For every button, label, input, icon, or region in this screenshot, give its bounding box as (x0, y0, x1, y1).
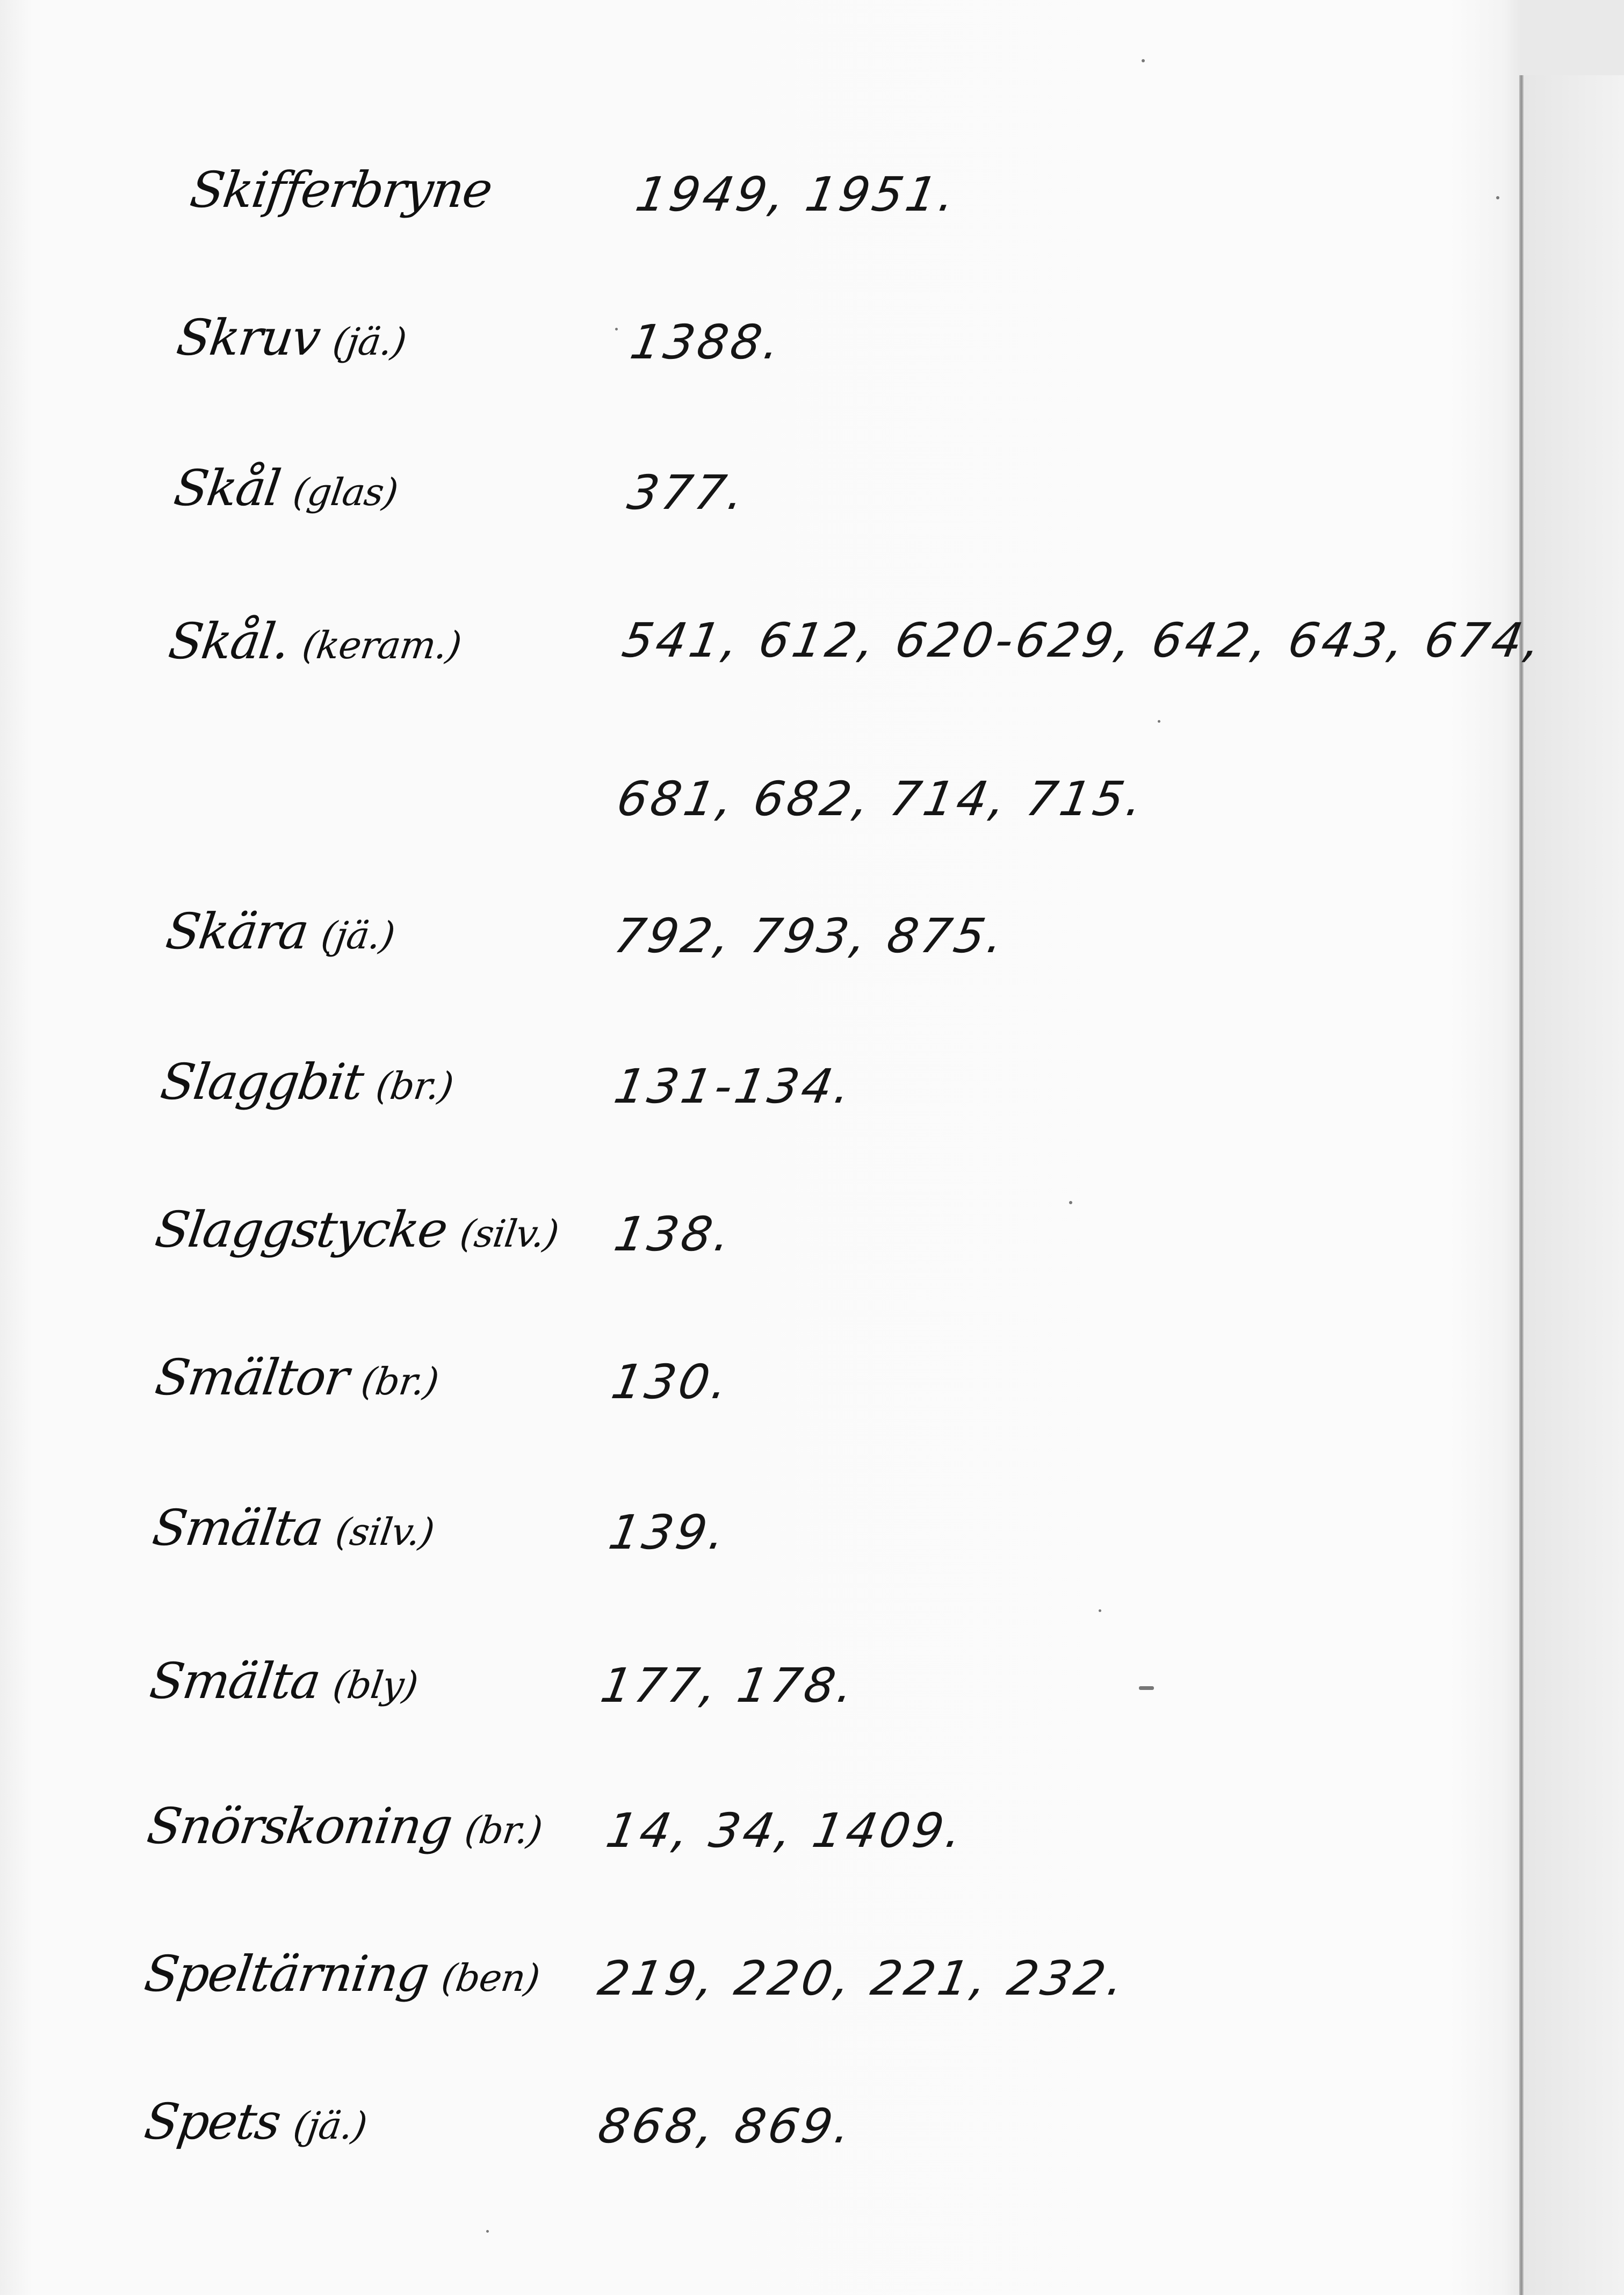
entry-references: 130. (607, 1354, 736, 1409)
entry-references: 138. (610, 1206, 739, 1262)
scan-speck (1496, 196, 1499, 199)
entry-references: 541, 612, 620-629, 642, 643, 674, (618, 613, 1549, 668)
entry-references: 219, 220, 221, 232. (594, 1951, 1131, 2006)
index-entry (0, 150, 1504, 258)
entry-term: Smältor (br.) (151, 1349, 442, 1406)
entry-term: Skål. (keram.) (165, 613, 464, 670)
entry-references: 1388. (626, 314, 788, 370)
entry-term: Skifferbryne (186, 161, 495, 219)
scan-speck (486, 2230, 489, 2233)
index-entry (0, 892, 1504, 999)
index-entry (0, 1338, 1504, 1445)
entry-references: 177, 178. (596, 1658, 861, 1713)
entry-term: Skära (jä.) (162, 903, 398, 960)
index-entry (0, 2082, 1504, 2190)
entry-term: Snörskoning (br.) (143, 1797, 545, 1855)
entry-references: 1949, 1951. (631, 167, 963, 222)
entry-references: 792, 793, 875. (610, 908, 1011, 963)
index-entry (0, 298, 1504, 406)
index-entry (0, 1934, 1504, 2042)
entry-term: Slaggstycke (silv.) (151, 1201, 561, 1258)
index-entry (0, 1042, 1504, 1150)
entry-term: Spets (jä.) (141, 2093, 370, 2150)
entry-references: 14, 34, 1409. (602, 1803, 970, 1858)
index-entry (0, 1787, 1504, 1894)
index-entry (0, 1190, 1504, 1298)
index-entry (0, 1642, 1504, 1749)
scan-speck (1158, 720, 1160, 723)
entry-term: Speltärning (ben) (141, 1945, 543, 2003)
entry-references: 868, 869. (594, 2098, 858, 2154)
entry-term: Slaggbit (br.) (157, 1053, 456, 1111)
scan-speck (615, 328, 618, 330)
page-edge-shadow (1524, 75, 1624, 2295)
entry-references: 131-134. (610, 1059, 858, 1114)
index-entry (0, 449, 1504, 556)
index-entry-continuation (0, 755, 1504, 862)
scan-speck (1069, 1201, 1072, 1204)
index-entry (0, 602, 1549, 709)
entry-references: 139. (604, 1505, 733, 1560)
entry-references: 377. (623, 465, 752, 520)
entry-references: 681, 682, 714, 715. (612, 771, 1150, 826)
entry-term: Smälta (bly) (146, 1652, 421, 1710)
entry-term: Skål (glas) (170, 459, 401, 517)
page-edge-line (1519, 75, 1524, 2295)
entry-term: Skruv (jä.) (173, 309, 409, 366)
entry-term: Smälta (silv.) (149, 1499, 437, 1557)
index-entry (0, 1488, 1504, 1596)
scan-speck (1139, 1686, 1154, 1690)
scan-speck (1142, 59, 1145, 62)
scan-speck (1099, 1609, 1101, 1612)
